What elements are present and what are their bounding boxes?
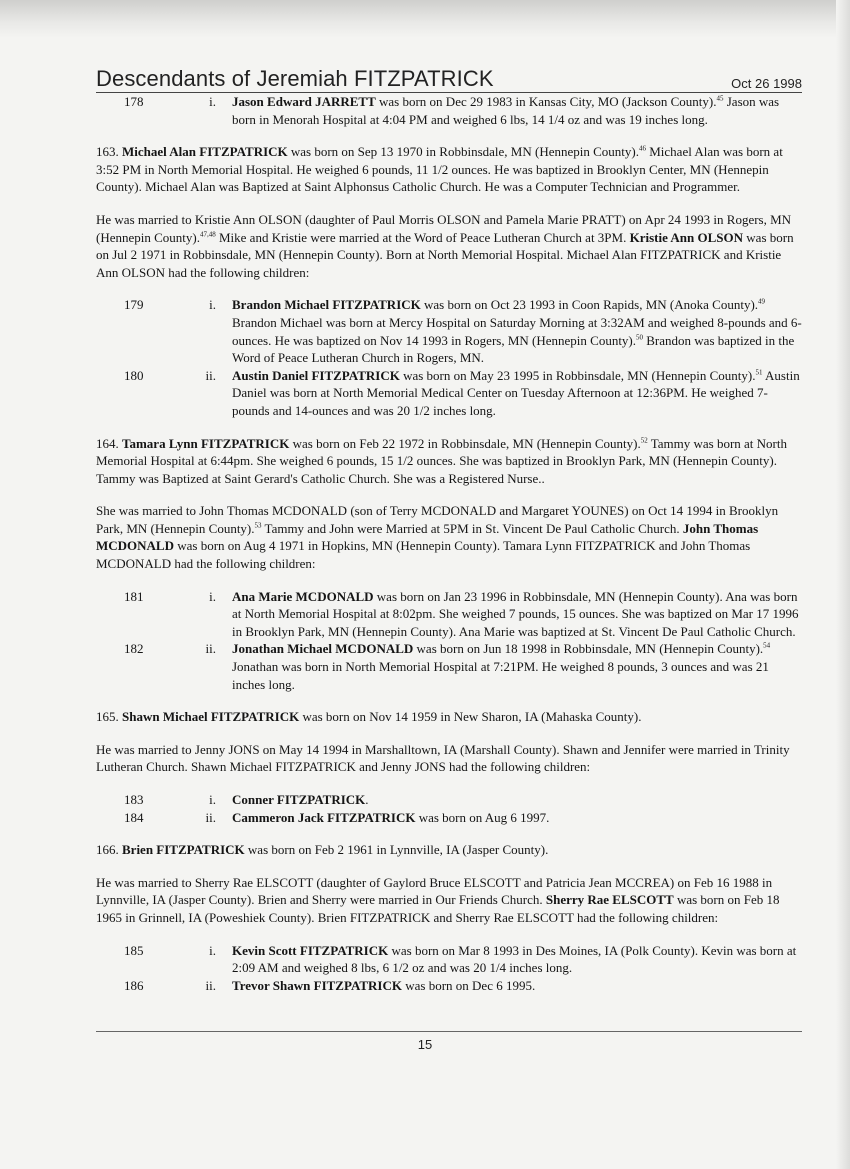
page-number: 15: [417, 1037, 433, 1052]
document-body: [96, 93, 802, 1009]
child-ordinal: i.: [209, 792, 216, 807]
page-title: Descendants of Jeremiah FITZPATRICK: [96, 66, 494, 91]
child-detail: was born on Dec 29 1983 in Kansas City, MO (Jackson County).: [375, 94, 717, 109]
child-detail: Brandon was baptized in the Word of Peace Lutheran Church in Rogers, MN.: [232, 332, 795, 366]
scan-right-edge: [836, 0, 850, 1169]
child-entry: [96, 942, 802, 977]
person-detail: Tammy was born at North Memorial Hospital at 6:44pm. She weighed 6 pounds, 15 1/2 ounces. She was baptized in Brooklyn Park, MN (Hennepin County). Tammy was Baptized at Saint Gerard's Catholic Church. She was a Registered Nurse..: [96, 435, 788, 486]
spouse-name: Kristie Ann OLSON: [629, 229, 744, 245]
child-detail: was born on Jun 18 1998 in Robbinsdale, MN (Hennepin County).: [413, 641, 764, 657]
child-ordinal: i.: [209, 94, 216, 109]
marriage-detail: She was married to John Thomas MCDONALD (son of Terry MCDONALD and Margaret YOUNES) on Oct 14 1994 in Brooklyn Park, MN (Hennepin County).: [96, 503, 779, 536]
child-number: 185: [124, 942, 144, 958]
child-entry: [96, 367, 802, 420]
person-detail: was born on Feb 2 1961 in Lynnville, IA (Jasper County).: [244, 842, 549, 858]
child-list: [96, 296, 802, 419]
marriage-detail: was born on Aug 4 1971 in Hopkins, MN (Hennepin County). Tamara Lynn FITZPATRICK and John Thomas MCDONALD had the following children:: [96, 538, 751, 572]
child-name: Ana Marie MCDONALD: [232, 588, 374, 604]
scan-top-shadow: [0, 0, 850, 38]
citation-ref: 53: [254, 521, 262, 530]
citation-ref: 51: [755, 368, 763, 377]
child-number: 181: [124, 588, 144, 604]
marriage-detail: was born on Jul 2 1971 in Robbinsdale, MN (Hennepin County). Born at North Memorial Hospital. Michael Alan FITZPATRICK and Kristie Ann OLSON had the following children:: [96, 229, 794, 280]
child-detail: Jason was born in Menorah Hospital at 4:04 PM and weighed 6 lbs, 14 1/4 oz and was 19 inches long.: [232, 94, 780, 127]
child-detail: was born on Aug 6 1997.: [415, 809, 550, 825]
citation-ref: 49: [758, 298, 766, 307]
child-detail: was born on May 23 1995 in Robbinsdale, MN (Hennepin County).: [399, 367, 756, 383]
person-number: 163.: [96, 144, 122, 160]
person-entry: [96, 841, 802, 859]
marriage-detail: He was married to Sherry Rae ELSCOTT (daughter of Gaylord Bruce ELSCOTT and Patricia Jean MCCREA) on Feb 16 1988 in Lynnville, IA (Jasper County). Brien and Sherry were married in Our Friends Church.: [96, 874, 773, 908]
child-text: [232, 588, 802, 641]
child-name: Austin Daniel FITZPATRICK: [232, 367, 400, 383]
child-text: [232, 93, 802, 128]
person-name: Michael Alan FITZPATRICK: [122, 144, 288, 160]
child-detail: Austin Daniel was born at North Memorial Medical Center on Tuesday Afternoon at 12:36PM. He weighed 7-pounds and 14-ounces and was 20 1/2 inches long.: [232, 367, 800, 418]
marriage-entry: [96, 211, 802, 281]
child-list: [96, 588, 802, 694]
citation-ref: 54: [763, 642, 771, 651]
child-name: Kevin Scott FITZPATRICK: [232, 942, 389, 958]
child-number: 178: [124, 94, 144, 109]
child-name: Jason Edward JARRETT: [232, 94, 376, 109]
child-ordinal: ii.: [205, 977, 216, 993]
child-detail: Brandon Michael was born at Mercy Hospital on Saturday Morning at 3:32AM and weighed 8-pounds and 6-ounces. He was baptized on Nov 14 1993 in Rogers, MN (Hennepin County).: [232, 314, 802, 348]
child-entry: [96, 977, 802, 995]
child-ordinal: ii.: [205, 641, 216, 657]
report-date: Oct 26 1998: [731, 76, 802, 91]
person-number: 166.: [96, 842, 122, 858]
child-list: [96, 93, 802, 128]
child-ordinal: i.: [209, 588, 216, 604]
person-detail: was born on Nov 14 1959 in New Sharon, IA (Mahaska County).: [299, 709, 642, 725]
child-entry: [96, 588, 802, 641]
person-number: 164.: [96, 435, 122, 451]
citation-ref: 45: [716, 94, 724, 103]
child-number: 180: [124, 367, 144, 383]
marriage-detail: Tammy and John were Married at 5PM in St. Vincent De Paul Catholic Church.: [261, 520, 683, 536]
child-ordinal: ii.: [205, 367, 216, 383]
child-detail: Jonathan was born in North Memorial Hospital at 7:21PM. He weighed 8 pounds, 3 ounces and was 21 inches long.: [232, 659, 769, 692]
child-text: [232, 640, 802, 693]
child-number: 184: [124, 809, 144, 825]
spouse-name: Sherry Rae ELSCOTT: [545, 892, 674, 908]
person-detail: was born on Sep 13 1970 in Robbinsdale, MN (Hennepin County).: [287, 144, 639, 160]
child-entry: [96, 791, 802, 809]
child-entry: [96, 809, 802, 827]
person-entry: [96, 708, 802, 726]
child-text: [232, 296, 802, 366]
child-ordinal: i.: [209, 297, 216, 313]
person-name: Shawn Michael FITZPATRICK: [122, 709, 300, 725]
person-detail: was born on Feb 22 1972 in Robbinsdale, MN (Hennepin County).: [289, 435, 641, 451]
child-number: 186: [124, 977, 144, 993]
child-ordinal: i.: [209, 942, 216, 958]
person-name: Tamara Lynn FITZPATRICK: [122, 435, 290, 451]
child-detail: .: [365, 792, 369, 807]
marriage-detail: He was married to Kristie Ann OLSON (daughter of Paul Morris OLSON and Pamela Marie PRATT) on Apr 24 1993 in Rogers, MN (Hennepin County).: [96, 211, 792, 245]
child-number: 182: [124, 641, 144, 657]
citation-ref: 47,48: [199, 230, 216, 239]
person-name: Brien FITZPATRICK: [122, 842, 245, 858]
child-text: [232, 942, 802, 977]
child-detail: was born on Dec 6 1995.: [401, 977, 536, 993]
person-entry: [96, 143, 802, 196]
child-entry: [96, 640, 802, 693]
child-text: [232, 367, 802, 420]
child-name: Conner FITZPATRICK: [232, 792, 366, 807]
person-entry: [96, 435, 802, 488]
child-number: 183: [124, 792, 144, 807]
child-text: [232, 977, 802, 995]
citation-ref: 50: [636, 333, 644, 342]
child-list: [96, 791, 802, 826]
marriage-entry: [96, 874, 802, 927]
spouse-name: John Thomas MCDONALD: [96, 520, 759, 554]
marriage-detail: Mike and Kristie were married at the Word of Peace Lutheran Church at 3PM.: [215, 229, 630, 245]
footer-rule: [96, 1031, 802, 1032]
child-entry: [96, 93, 802, 128]
child-ordinal: ii.: [205, 809, 216, 825]
child-detail: was born on Jan 23 1996 in Robbinsdale, MN (Hennepin County). Ana was born at North Memorial Hospital at 8:02pm. She weighed 7 pounds, 15 ounces. She was baptized on Mar 17 1996 in Brooklyn Park, MN (Hennepin County). Ana Marie was baptized at St. Vincent De Paul Catholic Church.: [232, 588, 799, 639]
child-name: Trevor Shawn FITZPATRICK: [232, 977, 402, 993]
child-number: 179: [124, 297, 144, 313]
child-list: [96, 942, 802, 995]
person-detail: Michael Alan was born at 3:52 PM in North Memorial Hospital. He weighed 6 pounds, 11 1/2 ounces. He was baptized in Brooklyn Center, MN (Hennepin County). Michael Alan was Baptized at Saint Alphonsus Catholic Church. He was a Computer Technician and Programmer.: [96, 144, 783, 195]
marriage-entry: [96, 741, 802, 776]
person-number: 165.: [96, 709, 122, 725]
marriage-detail: He was married to Jenny JONS on May 14 1994 in Marshalltown, IA (Marshall County). Shawn and Jennifer were married in Trinity Lutheran Church. Shawn Michael FITZPATRICK and Jenny JONS had the following children:: [96, 741, 790, 775]
citation-ref: 46: [638, 144, 646, 153]
child-text: [232, 809, 802, 827]
child-detail: was born on Mar 8 1993 in Des Moines, IA (Polk County). Kevin was born at 2:09 AM and weighed 8 lbs, 6 1/2 oz and was 20 1/4 inches long.: [232, 942, 797, 976]
child-name: Jonathan Michael MCDONALD: [232, 641, 414, 657]
citation-ref: 52: [640, 436, 648, 445]
child-detail: was born on Oct 23 1993 in Coon Rapids, MN (Anoka County).: [420, 297, 759, 313]
child-text: [232, 791, 802, 809]
marriage-entry: [96, 502, 802, 572]
child-name: Cammeron Jack FITZPATRICK: [232, 809, 416, 825]
child-name: Brandon Michael FITZPATRICK: [232, 297, 421, 313]
child-entry: [96, 296, 802, 366]
marriage-detail: was born on Feb 18 1965 in Grinnell, IA (Poweshiek County). Brien FITZPATRICK and Sherry Rae ELSCOTT had the following children:: [96, 892, 780, 925]
